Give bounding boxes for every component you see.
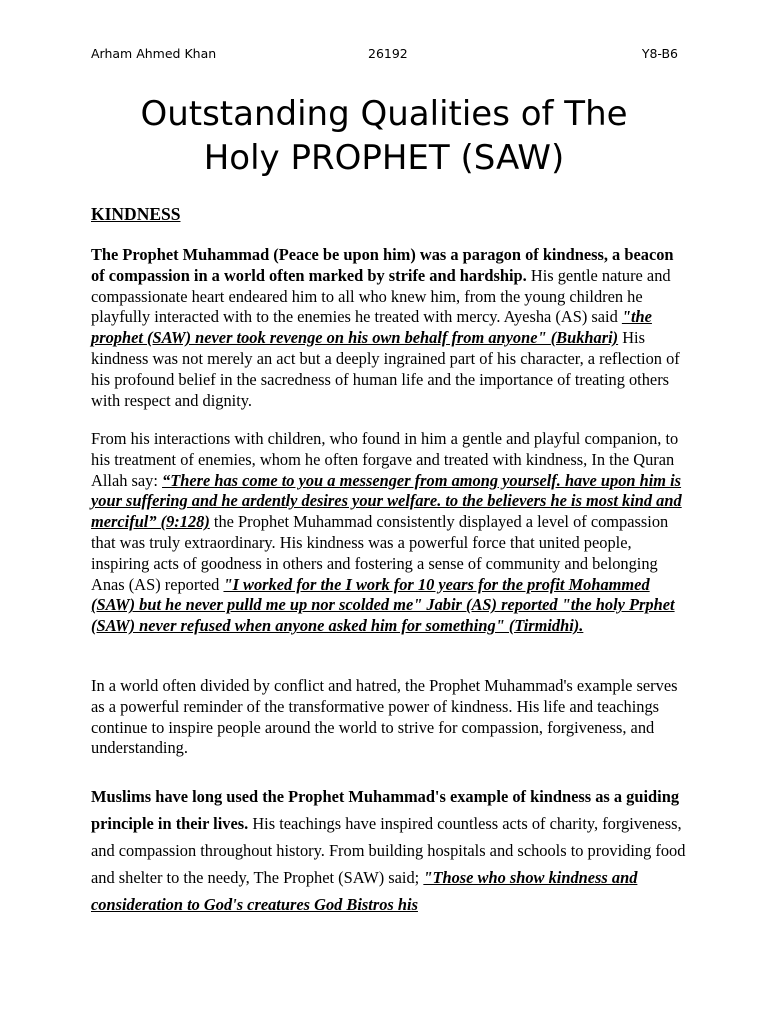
header-author: Arham Ahmed Khan: [91, 46, 217, 61]
paragraph-2-text-b: the Prophet Muhammad consistently displayed a level of compassion that was truly extraordinary. His kindness was a powerful force that united people, inspiring acts of goodness in others and fostering a sense of community and belonging Anas (AS) reported: [91, 512, 669, 594]
paragraph-1-bold-intro: The Prophet Muhammad (Peace be upon him) was a paragon of kindness, a beacon of compassion in a world often marked by strife and hardship.: [91, 245, 674, 285]
paragraph-4-text: His teachings have inspired countless acts of charity, forgiveness, and compassion throughout history. From building hospitals and schools to providing food and shelter to the needy, The Prophet (SAW) said;: [91, 814, 686, 887]
paragraph-1: [91, 245, 691, 411]
paragraph-3-text: In a world often divided by conflict and hatred, the Prophet Muhammad's example serves as a powerful reminder of the transformative power of kindness. His life and teachings continue to inspire people around the world to strive for compassion, forgiveness, and understanding.: [91, 676, 678, 758]
paragraph-1-text-b: His kindness was not merely an act but a deeply ingrained part of his character, a reflection of his profound belief in the sacredness of human life and the importance of treating others with respect and dignity.: [91, 328, 680, 410]
title-line-1: Outstanding Qualities of The: [140, 94, 628, 134]
paragraph-3: [91, 676, 691, 759]
page-header: [91, 46, 678, 66]
paragraph-2-quote-a: “There has come to you a messenger from among yourself. have upon him is your suffering and he ardently desires your welfare. to the believers he is most kind and merciful” (9:128): [91, 470, 682, 532]
paragraph-2-text-a: From his interactions with children, who found in him a gentle and playful companion, to his treatment of enemies, whom he often forgave and treated with kindness, In the Quran Allah say:: [91, 429, 679, 490]
paragraph-4: [91, 783, 691, 918]
section-heading: KINDNESS: [91, 204, 181, 224]
paragraph-1-quote: "the prophet (SAW) never took revenge on his own behalf from anyone" (Bukhari): [91, 307, 652, 348]
paragraph-4-bold-intro: Muslims have long used the Prophet Muhammad's example of kindness as a guiding principle in their lives.: [91, 787, 680, 833]
paragraph-1-text-a: His gentle nature and compassionate heart endeared him to all who knew him, from the young children he playfully interacted with to the enemies he treated with mercy. Ayesha (AS) said: [91, 265, 671, 327]
paragraph-2-quote-b: "I worked for the I work for 10 years for the profit Mohammed (SAW) but he never pulld me up nor scolded me" Jabir (AS) reported "the holy Prphet (SAW) never refused when anyone asked him for something" (Tirmidhi).: [91, 574, 675, 636]
title-line-2: Holy PROPHET (SAW): [203, 138, 565, 178]
header-class: Y8-B6: [641, 46, 678, 61]
document-title: [60, 92, 708, 180]
paragraph-2: [91, 429, 691, 637]
paragraph-4-quote: "Those who show kindness and consideration to God's creatures God Bistros his: [91, 868, 638, 914]
header-id-number: 26192: [368, 46, 408, 61]
